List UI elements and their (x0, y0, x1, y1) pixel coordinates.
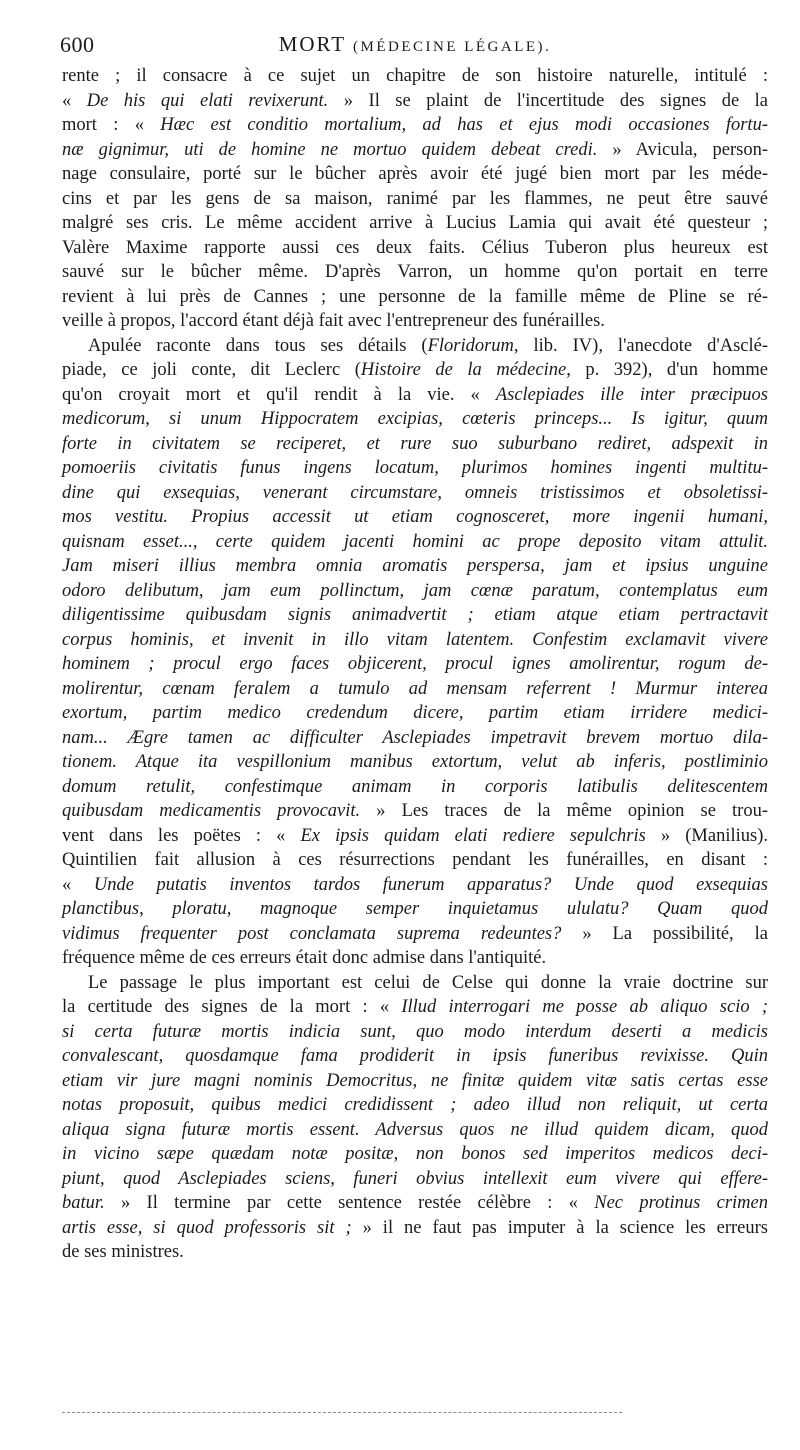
italic-text: pomoeriis civitatis funus ingens locatum, plurimos homines ingenti multitu- (62, 458, 768, 478)
italic-text: Nec protinus crimen (594, 1193, 768, 1213)
text-segment: Valère Maxime rapporte aussi ces deux faits. Célius Tuberon plus heureux est (62, 237, 768, 258)
text-segment: nage consulaire, porté sur le bûcher après avoir été jugé bien mort par les méde- (62, 164, 768, 184)
text-line (62, 481, 768, 506)
text-line (62, 187, 768, 212)
text-line (62, 750, 768, 775)
italic-text: nam... Ægre tamen ac difficulter Asclepiades impetravit brevem mortuo dila- (62, 727, 768, 748)
italic-text: forte in civitatem se reciperet, et rure suo suburbano rediret, adspexit in (62, 433, 768, 454)
italic-text: odoro delibutum, jam eum pollinctum, jam cœnæ paratum, contemplatus eum (62, 580, 768, 601)
page-number: 600 (60, 32, 95, 57)
running-head (60, 32, 770, 57)
text-line (62, 1069, 768, 1094)
text-line (62, 603, 768, 628)
text-segment: la certitude des signes de la mort : « (62, 997, 402, 1017)
italic-text: tionem. Atque ita vespillonium manibus extortum, velut ab inferis, postliminio (62, 752, 768, 772)
text-segment: de ses ministres. (62, 1242, 184, 1262)
text-segment: vent dans les poëtes : « (62, 825, 301, 846)
text-line (62, 1167, 768, 1192)
italic-text: notas proposuit, quibus medici credidissent ; adeo illud non reliquit, ut certa (62, 1095, 768, 1115)
text-line (62, 285, 768, 310)
italic-text: exortum, partim medico credendum dicere, partim etiam irridere medici- (62, 703, 768, 723)
text-segment: » Il se plaint de l'incertitude des signes de la (328, 90, 768, 111)
italic-text: Ex ipsis quidam elati rediere sepulchris (300, 825, 646, 846)
italic-text: Jam miseri illius membra omnia aromatis perspersa, jam et ipsius unguine (62, 556, 768, 576)
text-segment: rente ; il consacre à ce sujet un chapitre de son histoire naturelle, intitulé : (62, 66, 768, 86)
italic-text: piunt, quod Asclepiades sciens, funeri obvius intellexit eum vivere qui effere- (62, 1168, 768, 1189)
text-line (62, 138, 768, 163)
text-line (62, 1044, 768, 1069)
italic-text: artis esse, si quod professoris sit ; (62, 1217, 352, 1238)
text-segment: » il ne faut pas imputer à la science les erreurs (351, 1217, 769, 1238)
italic-text: batur. (62, 1193, 105, 1213)
text-line (62, 897, 768, 922)
text-segment: piade, ce joli conte, dit Leclerc ( (62, 360, 361, 380)
text-line (62, 554, 768, 579)
text-line (62, 1191, 768, 1216)
text-segment: » Les traces de la même opinion se trou- (360, 801, 768, 821)
text-line (62, 971, 768, 996)
text-segment: Apulée raconte dans tous ses détails ( (88, 335, 428, 356)
italic-text: vidimus frequenter post conclamata suprema redeuntes? (62, 923, 562, 944)
italic-text: planctibus, ploratu, magnoque semper inquietamus ululatu? Quam quod (62, 899, 768, 919)
text-line (62, 701, 768, 726)
text-line (62, 652, 768, 677)
text-segment: qu'on croyait mort et qu'il rendit à la vie. « (62, 384, 496, 405)
text-line (62, 383, 768, 408)
italic-text: dine qui exsequias, venerant circumstare, omneis tristissimos et obsoletissi- (62, 482, 768, 503)
italic-text: Hæc est conditio mortalium, ad has et ejus modi occasiones fortu- (160, 115, 768, 135)
text-segment: mort : « (62, 115, 161, 135)
running-head-subtitle: (MÉDECINE LÉGALE). (353, 39, 552, 55)
text-line (62, 1020, 768, 1045)
text-line (62, 775, 768, 800)
text-segment: » Avicula, person- (597, 139, 768, 160)
text-line (62, 530, 768, 555)
italic-text: De his qui elati revixerunt. (86, 90, 329, 111)
text-line (62, 456, 768, 481)
text-line (62, 799, 768, 824)
page-header (60, 28, 770, 62)
italic-text: mos vestitu. Propius accessit ut etiam cognosceret, more ingenii humani, (62, 507, 768, 527)
text-line (62, 628, 768, 653)
text-line (62, 1093, 768, 1118)
italic-text: Floridorum (427, 335, 514, 356)
text-line (62, 824, 768, 849)
text-line (62, 236, 768, 261)
text-line (62, 1240, 768, 1265)
text-segment: , lib. IV), l'anecdote d'Asclé- (513, 335, 768, 356)
text-line (62, 260, 768, 285)
italic-text: etiam vir jure magni nominis Democritus, ne finitæ quidem vitæ satis certas esse (62, 1070, 768, 1091)
text-segment: revient à lui près de Cannes ; une personne de la famille même de Pline se ré- (62, 286, 768, 307)
text-line (62, 1118, 768, 1143)
text-line (62, 89, 768, 114)
text-segment: » (Manilius). (645, 825, 768, 846)
italic-text: corpus hominis, et invenit in illo vitam latentem. Confestim exclamavit vivere (62, 629, 768, 650)
text-segment: cins et par les gens de sa maison, ranimé par les flammes, ne peut être sauvé (62, 188, 768, 209)
italic-text: Histoire de la médecine (360, 360, 567, 380)
text-line (62, 334, 768, 359)
text-line (62, 579, 768, 604)
text-line (62, 113, 768, 138)
text-segment: sauvé sur le bûcher même. D'après Varron, un homme qu'on portait en terre (62, 262, 768, 282)
italic-text: in vicino sæpe quædam notæ positæ, non bonos sed imperitos medicos deci- (62, 1144, 768, 1164)
text-line (62, 873, 768, 898)
text-line (62, 848, 768, 873)
text-segment: veille à propos, l'accord étant déjà fait avec l'entrepreneur des funérailles. (62, 311, 605, 331)
text-line (62, 1216, 768, 1241)
text-segment: Quintilien fait allusion à ces résurrections pendant les funérailles, en disant : (62, 850, 768, 870)
text-segment: malgré ses cris. Le même accident arrive à Lucius Lamia qui avait été questeur ; (62, 213, 768, 233)
text-line (62, 995, 768, 1020)
running-head-title: MORT (278, 32, 346, 56)
text-line (62, 211, 768, 236)
text-line (62, 358, 768, 383)
italic-text: convalescant, quosdamque fama prodiderit in ipsis funeribus revixisse. Quin (62, 1046, 768, 1066)
text-segment: » La possibilité, la (561, 923, 768, 944)
text-line (62, 162, 768, 187)
text-line (62, 309, 768, 334)
text-line (62, 407, 768, 432)
text-line (62, 1142, 768, 1167)
italic-text: Illud interrogari me posse ab aliquo scio ; (401, 997, 769, 1017)
italic-text: aliqua signa futuræ mortis essent. Adversus quos ne illud quidem dicam, quod (62, 1119, 768, 1140)
text-segment: , p. 392), d'un homme (566, 360, 768, 380)
italic-text: Asclepiades ille inter præcipuos (495, 384, 768, 405)
text-line (62, 677, 768, 702)
italic-text: Unde putatis inventos tardos funerum apparatus? Unde quod exsequias (93, 874, 769, 895)
italic-text: hominem ; procul ergo faces objicerent, procul ignes amolirentur, rogum de- (62, 654, 768, 674)
text-line (62, 64, 768, 89)
italic-text: molirentur, cœnam feralem a tumulo ad mensam referrent ! Murmur interea (62, 678, 768, 699)
text-segment: « (62, 90, 87, 111)
italic-text: quisnam esset..., certe quidem jacenti homini ac prope deposito vitam attulit. (62, 531, 768, 552)
text-line (62, 726, 768, 751)
italic-text: quibusdam medicamentis provocavit. (62, 801, 361, 821)
text-line (62, 432, 768, 457)
body-text (62, 64, 768, 1265)
text-segment: « (62, 874, 94, 895)
italic-text: diligentissime quibusdam signis animadvertit ; etiam atque etiam pertractavit (62, 605, 768, 625)
text-segment: Le passage le plus important est celui de Celse qui donne la vraie doctrine sur (88, 972, 768, 993)
italic-text: medicorum, si unum Hippocratem excipias, cœteris princeps... Is igitur, quum (62, 409, 768, 429)
italic-text: næ gignimur, uti de homine ne mortuo quidem debeat credi. (62, 139, 598, 160)
italic-text: si certa futuræ mortis indicia sunt, quo modo interdum deserti a medicis (62, 1021, 768, 1042)
text-line (62, 946, 768, 971)
footer-rule (62, 1412, 622, 1413)
text-segment: fréquence même de ces erreurs était donc admise dans l'antiquité. (62, 948, 547, 968)
italic-text: domum retulit, confestimque animam in corporis latibulis delitescentem (62, 776, 768, 797)
text-line (62, 505, 768, 530)
text-segment: » Il termine par cette sentence restée célèbre : « (104, 1193, 595, 1213)
text-line (62, 922, 768, 947)
